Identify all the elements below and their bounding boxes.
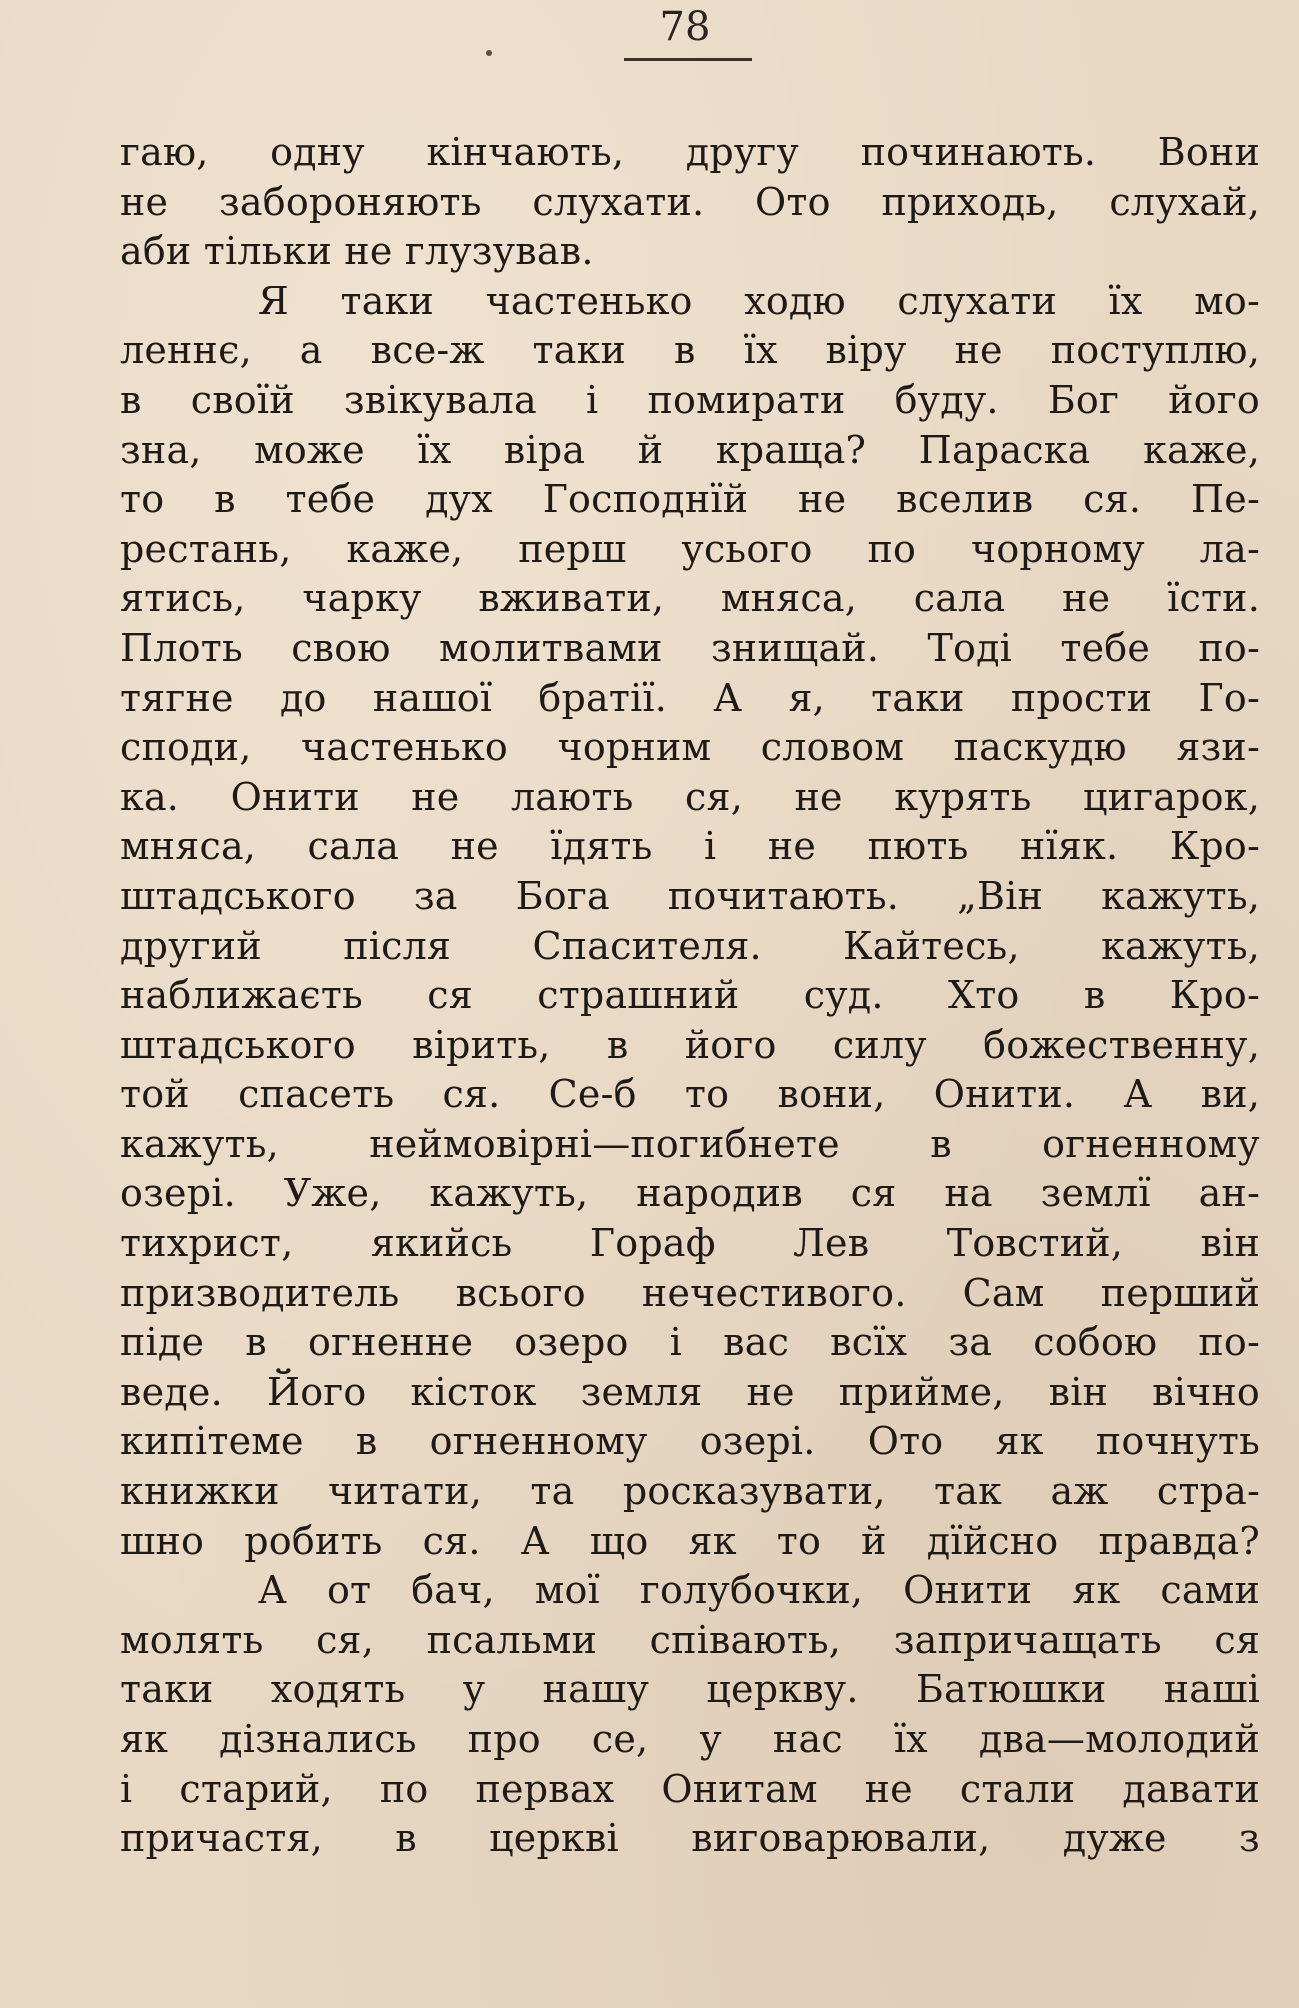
page-number: 78 bbox=[659, 4, 711, 50]
text-line: аби тільки не глузував. bbox=[120, 229, 594, 274]
text-line: кипітеме в огненному озері. Ото як почнуть bbox=[120, 1419, 1260, 1464]
paragraph-start-line: Я таки частенько ходю слухати їх мо- bbox=[258, 278, 1260, 323]
text-line: піде в огненне озеро і вас всїх за собою по- bbox=[120, 1320, 1260, 1365]
text-line: штадського за Бога почитають. „Він кажуть, bbox=[120, 873, 1260, 918]
text-line: молять ся, псальми співають, запричащать ся bbox=[120, 1617, 1260, 1662]
text-line: тихрист, якийсь Гораф Лев Товстий, він bbox=[120, 1221, 1260, 1266]
text-line: ятись, чарку вживати, мняса, сала не їсти. bbox=[120, 576, 1260, 621]
paragraph-start-line: А от бач, мої голубочки, Онити як сами bbox=[258, 1568, 1260, 1613]
text-line: то в тебе дух Господнїй не вселив ся. Пе- bbox=[120, 477, 1260, 522]
text-line: ка. Онити не лають ся, не курять цигарок, bbox=[120, 774, 1260, 819]
text-line: не забороняють слухати. Ото приходь, слухай, bbox=[120, 179, 1260, 224]
text-line: мняса, сала не їдять і не пють нїяк. Кро- bbox=[120, 824, 1260, 869]
text-line: той спасеть ся. Се-б то вони, Онити. А ви, bbox=[120, 1072, 1260, 1117]
text-line: кажуть, неймовірні—погибнете в огненному bbox=[120, 1121, 1260, 1166]
text-line: Плоть свою молитвами знищай. Тоді тебе по- bbox=[120, 625, 1260, 670]
page-number-rule bbox=[624, 58, 752, 61]
text-line: другий після Спасителя. Кайтесь, кажуть, bbox=[120, 923, 1260, 968]
text-line: таки ходять у нашу церкву. Батюшки наші bbox=[120, 1667, 1260, 1712]
text-line: гаю, одну кінчають, другу починають. Вони bbox=[120, 130, 1260, 174]
text-line: як дізнались про се, у нас їх два—молодий bbox=[120, 1717, 1260, 1761]
text-line: призводитель всього нечестивого. Сам перший bbox=[120, 1270, 1260, 1315]
text-line: леннє, а все-ж таки в їх віру не поступлю, bbox=[120, 328, 1260, 373]
text-line: веде. Його кісток земля не прийме, він вічно bbox=[120, 1369, 1260, 1414]
body-text bbox=[120, 128, 1260, 1864]
text-line: озері. Уже, кажуть, народив ся на землї ан- bbox=[120, 1171, 1260, 1216]
text-line: штадського вірить, в його силу божественну, bbox=[120, 1022, 1260, 1067]
text-line: книжки читати, та росказувати, так аж стра- bbox=[120, 1469, 1260, 1514]
text-line: причастя, в церкві виговарювали, дуже з bbox=[120, 1816, 1260, 1861]
ink-speck bbox=[486, 50, 492, 56]
text-line: шно робить ся. А що як то й дїйсно правда? bbox=[120, 1518, 1260, 1563]
text-line: в своїй звікувала і помирати буду. Бог його bbox=[120, 377, 1260, 422]
text-line: споди, частенько чорним словом паскудю язи- bbox=[120, 725, 1260, 770]
text-line: рестань, каже, перш усього по чорному ла- bbox=[120, 526, 1260, 571]
text-line: зна, може їх віра й краща? Параска каже, bbox=[120, 427, 1260, 472]
text-line: тягне до нашої братії. А я, таки прости Го- bbox=[120, 675, 1260, 720]
text-line: і старий, по первах Онитам не стали давати bbox=[120, 1766, 1260, 1811]
text-line: наближаєть ся страшний суд. Хто в Кро- bbox=[120, 973, 1260, 1018]
